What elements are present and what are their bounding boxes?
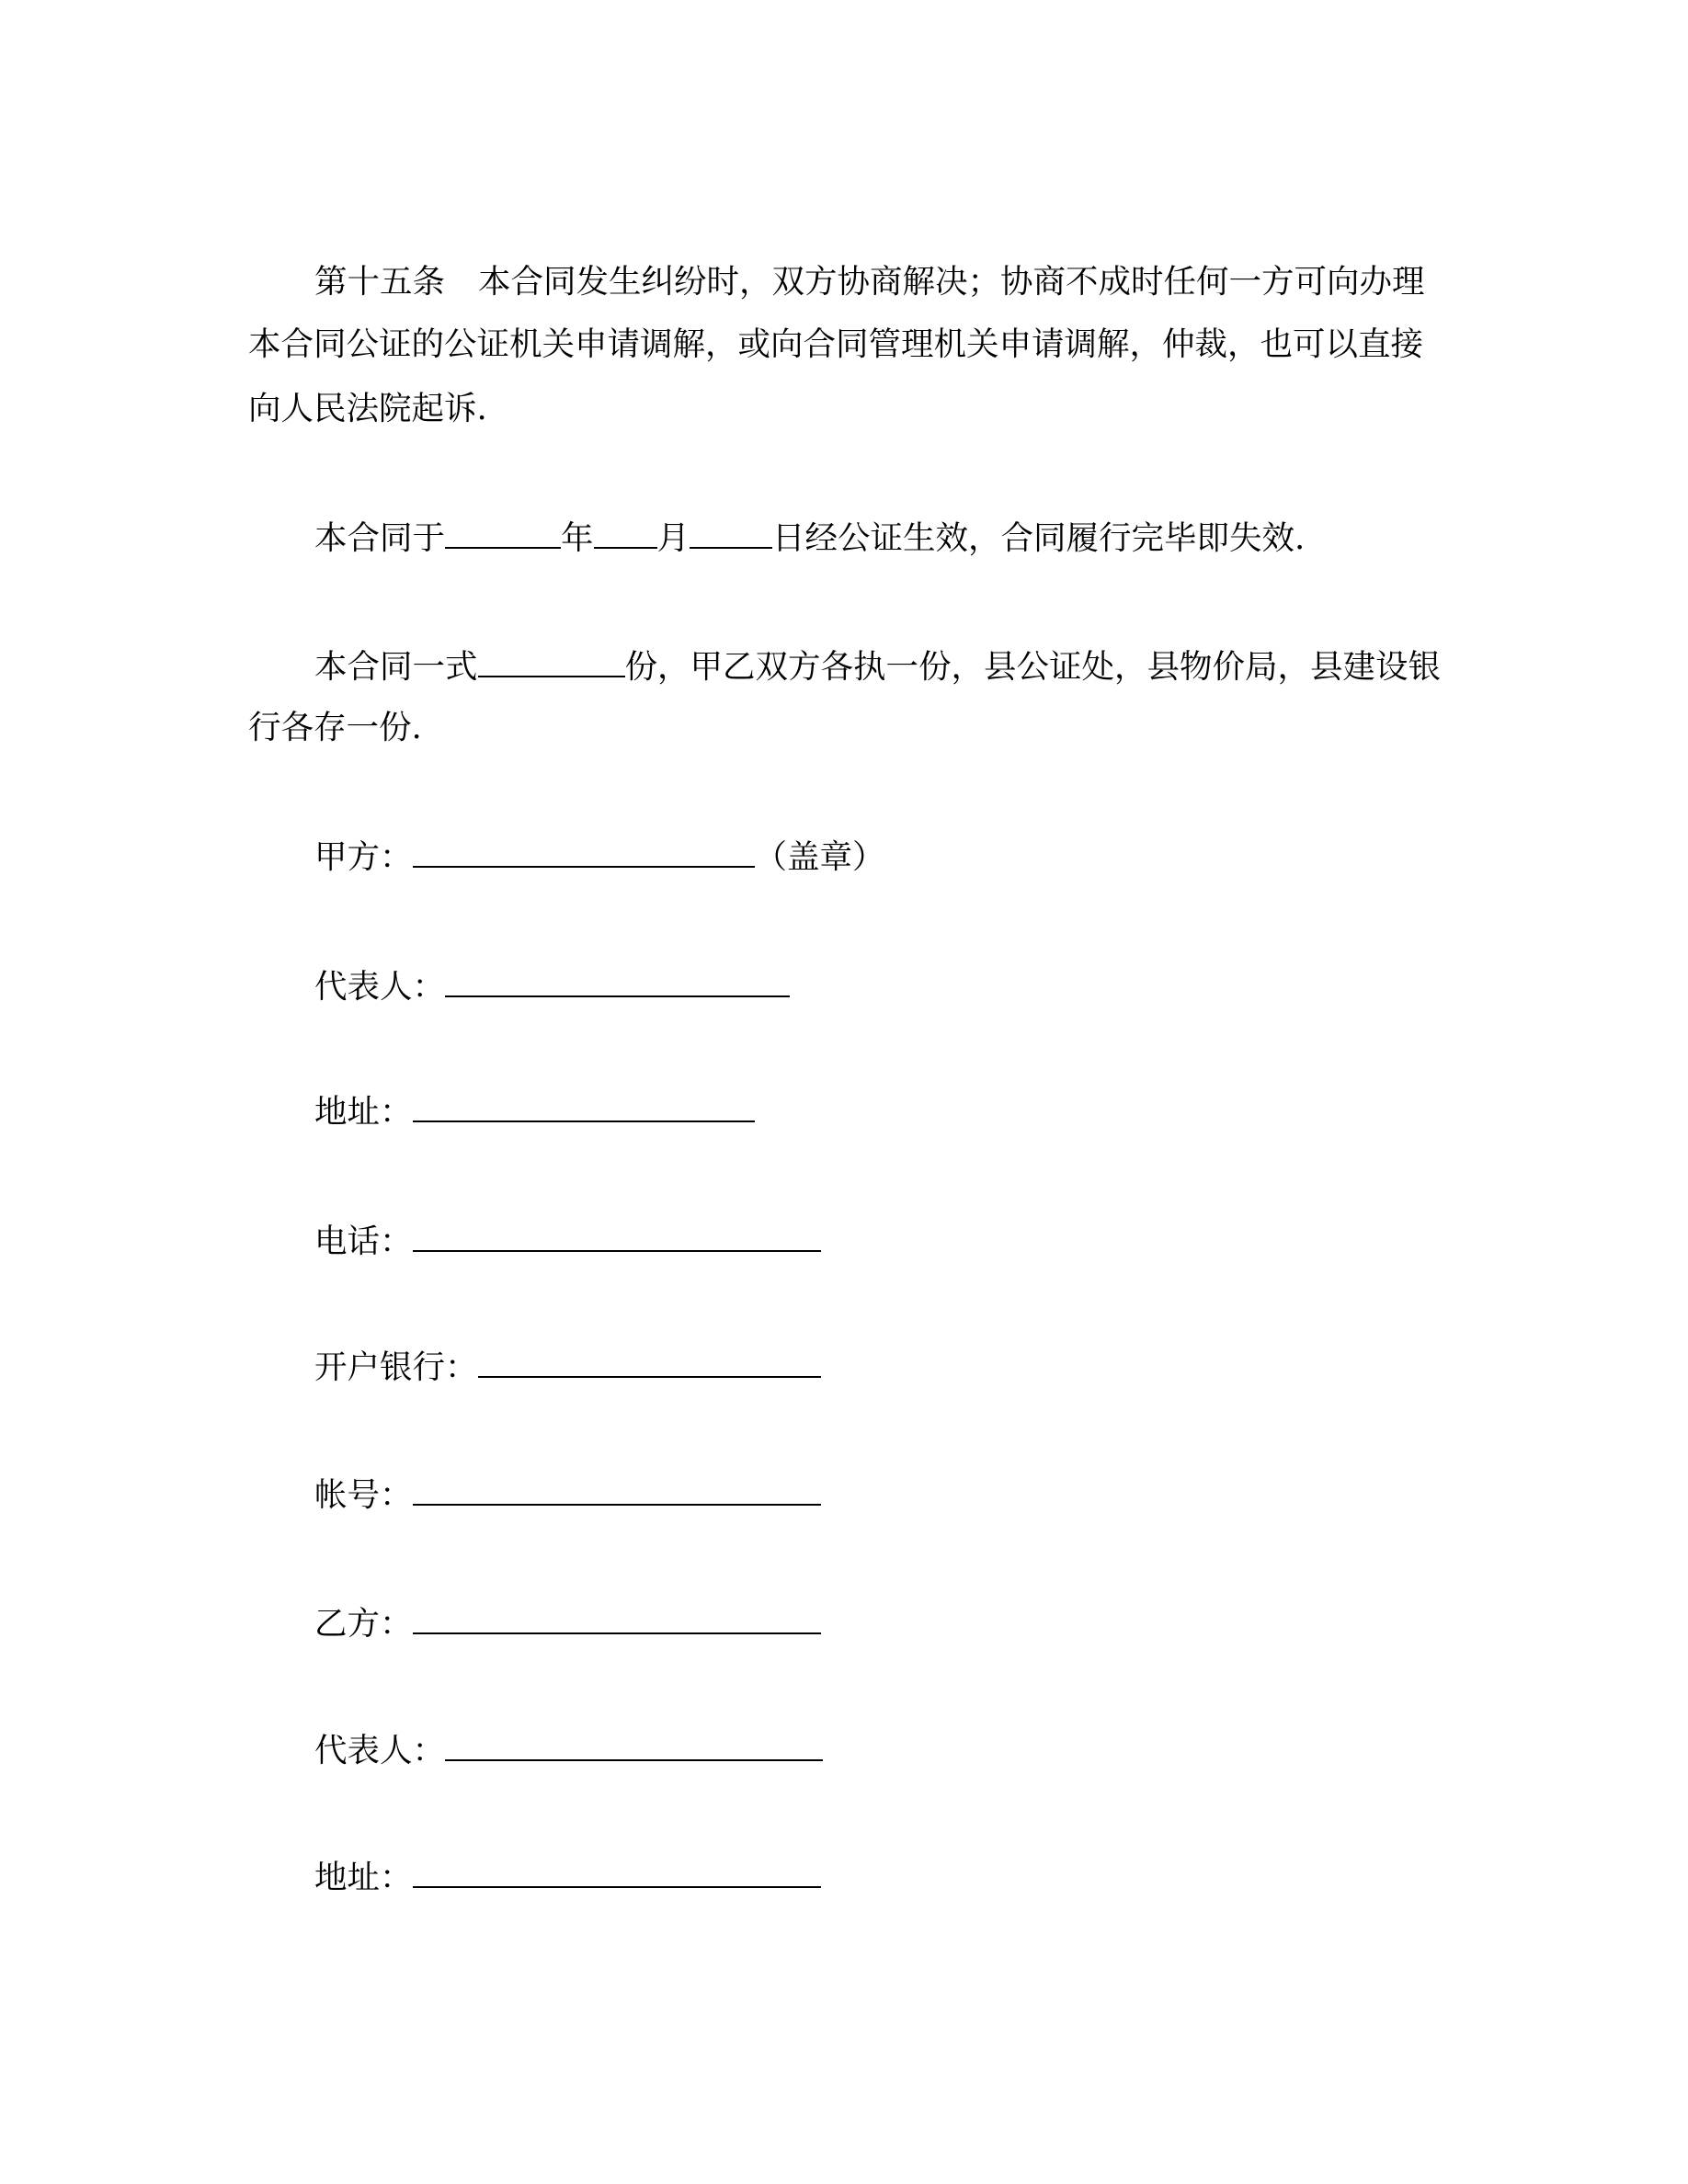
article15-line2: 本合同公证的公证机关申请调解，或向合同管理机关申请调解，仲裁，也可以直接	[248, 325, 1424, 363]
address-a-label: 地址：	[314, 1093, 413, 1131]
address-b-field	[314, 1855, 821, 1898]
party-b-field	[314, 1601, 821, 1644]
article15-line3: 向人民法院起诉.	[248, 390, 487, 427]
party-a-blank[interactable]	[413, 835, 755, 868]
account-label: 帐号：	[314, 1476, 413, 1514]
address-a-field	[314, 1089, 755, 1132]
address-b-blank[interactable]	[413, 1855, 821, 1888]
account-field	[314, 1473, 821, 1516]
effective-suffix: 日经公证生效，合同履行完毕即失效.	[772, 519, 1306, 557]
party-b-blank[interactable]	[413, 1601, 821, 1634]
party-b-label: 乙方：	[314, 1605, 413, 1643]
rep-a-label: 代表人：	[314, 968, 446, 1006]
address-b-label: 地址：	[314, 1859, 413, 1896]
party-a-field	[314, 835, 885, 878]
copies-blank[interactable]	[478, 644, 625, 677]
address-a-blank[interactable]	[413, 1089, 755, 1122]
copies-suffix: 份，甲乙双方各执一份，县公证处，县物价局，县建设银	[624, 648, 1442, 686]
bank-field	[314, 1345, 821, 1388]
copies-line2: 行各存一份.	[248, 709, 422, 746]
article-heading: 第十五条	[314, 263, 446, 301]
rep-b-field	[314, 1728, 823, 1771]
month-label: 月	[656, 519, 690, 557]
phone-label: 电话：	[314, 1223, 413, 1260]
effective-prefix: 本合同于	[314, 519, 446, 557]
phone-blank[interactable]	[413, 1219, 821, 1252]
year-blank[interactable]	[445, 516, 561, 549]
party-a-label: 甲方：	[314, 838, 413, 876]
bank-blank[interactable]	[478, 1345, 821, 1378]
copies-prefix: 本合同一式	[314, 648, 478, 686]
bank-label: 开户银行：	[314, 1348, 478, 1386]
rep-a-field	[314, 964, 790, 1007]
article-text: 本合同发生纠纷时，双方协商解决；协商不成时任何一方可向办理	[478, 263, 1425, 301]
day-blank[interactable]	[690, 516, 772, 549]
effective-date-line	[314, 516, 1305, 559]
rep-a-blank[interactable]	[445, 964, 790, 997]
copies-line1	[314, 644, 1441, 688]
phone-field	[314, 1219, 821, 1262]
seal-label: （盖章）	[754, 838, 885, 876]
month-blank[interactable]	[594, 516, 657, 549]
rep-b-blank[interactable]	[445, 1728, 823, 1761]
account-blank[interactable]	[413, 1473, 821, 1506]
year-label: 年	[561, 519, 594, 557]
article15-line1	[314, 262, 1425, 302]
rep-b-label: 代表人：	[314, 1732, 446, 1769]
